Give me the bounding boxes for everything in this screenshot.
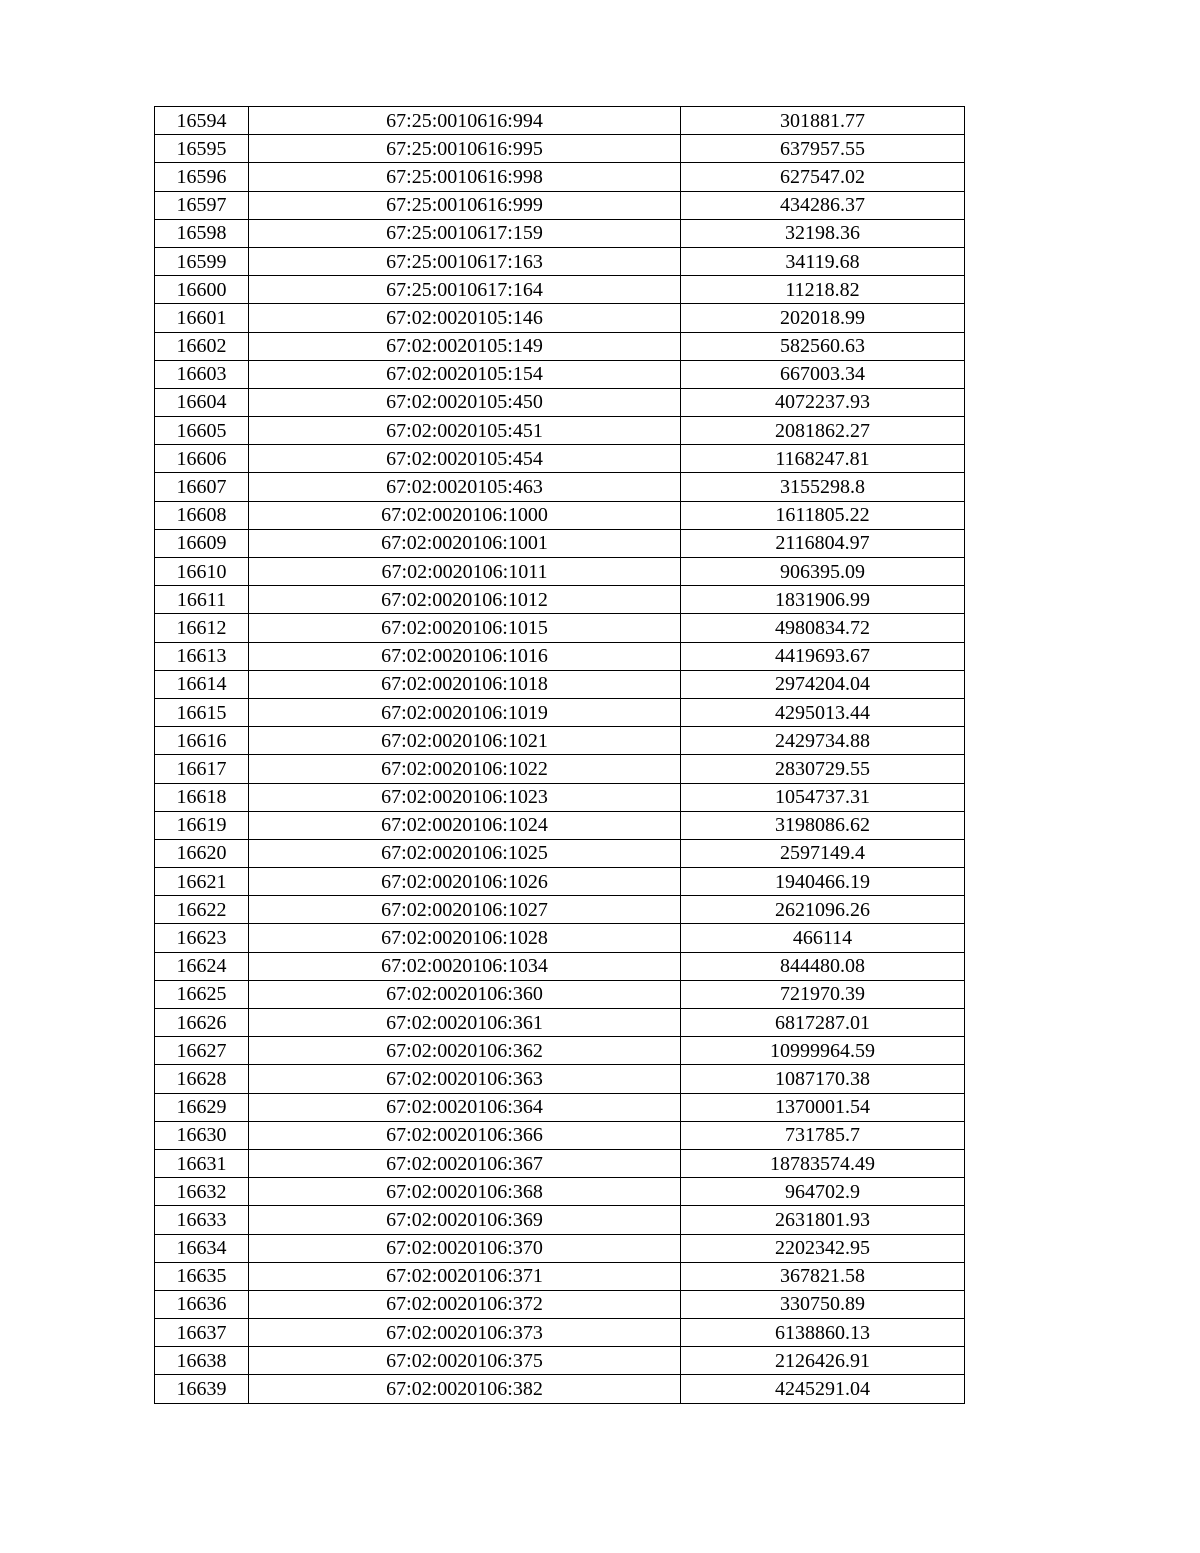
row-number-cell: 16604 bbox=[155, 388, 249, 416]
cadastral-number-cell: 67:02:0020106:1000 bbox=[249, 501, 681, 529]
table-row bbox=[155, 1375, 965, 1403]
data-table bbox=[154, 106, 965, 1404]
cadastral-number-cell: 67:02:0020106:367 bbox=[249, 1149, 681, 1177]
cadastral-number-cell: 67:02:0020106:382 bbox=[249, 1375, 681, 1403]
table-row bbox=[155, 1206, 965, 1234]
table-row bbox=[155, 586, 965, 614]
table-row bbox=[155, 1319, 965, 1347]
cadastral-number-cell: 67:02:0020105:463 bbox=[249, 473, 681, 501]
row-number-cell: 16621 bbox=[155, 868, 249, 896]
table-row bbox=[155, 445, 965, 473]
cadastral-number-cell: 67:02:0020106:1012 bbox=[249, 586, 681, 614]
cadastral-number-cell: 67:02:0020106:361 bbox=[249, 1009, 681, 1037]
cadastral-number-cell: 67:02:0020106:360 bbox=[249, 980, 681, 1008]
table-row bbox=[155, 896, 965, 924]
table-row bbox=[155, 191, 965, 219]
value-cell: 18783574.49 bbox=[681, 1149, 965, 1177]
table-row bbox=[155, 219, 965, 247]
value-cell: 6817287.01 bbox=[681, 1009, 965, 1037]
cadastral-number-cell: 67:02:0020106:372 bbox=[249, 1290, 681, 1318]
row-number-cell: 16622 bbox=[155, 896, 249, 924]
value-cell: 1611805.22 bbox=[681, 501, 965, 529]
row-number-cell: 16607 bbox=[155, 473, 249, 501]
table-row bbox=[155, 755, 965, 783]
row-number-cell: 16600 bbox=[155, 276, 249, 304]
cadastral-number-cell: 67:02:0020106:1024 bbox=[249, 811, 681, 839]
value-cell: 1940466.19 bbox=[681, 868, 965, 896]
value-cell: 2126426.91 bbox=[681, 1347, 965, 1375]
row-number-cell: 16620 bbox=[155, 839, 249, 867]
cadastral-number-cell: 67:02:0020106:371 bbox=[249, 1262, 681, 1290]
cadastral-number-cell: 67:02:0020105:154 bbox=[249, 360, 681, 388]
value-cell: 466114 bbox=[681, 924, 965, 952]
value-cell: 4419693.67 bbox=[681, 642, 965, 670]
table-row bbox=[155, 388, 965, 416]
value-cell: 34119.68 bbox=[681, 247, 965, 275]
value-cell: 4980834.72 bbox=[681, 614, 965, 642]
table-row bbox=[155, 163, 965, 191]
value-cell: 367821.58 bbox=[681, 1262, 965, 1290]
value-cell: 2974204.04 bbox=[681, 670, 965, 698]
row-number-cell: 16608 bbox=[155, 501, 249, 529]
table-row bbox=[155, 698, 965, 726]
row-number-cell: 16624 bbox=[155, 952, 249, 980]
table-row bbox=[155, 501, 965, 529]
cadastral-number-cell: 67:02:0020106:366 bbox=[249, 1121, 681, 1149]
table-row bbox=[155, 332, 965, 360]
value-cell: 582560.63 bbox=[681, 332, 965, 360]
table-row bbox=[155, 1178, 965, 1206]
cadastral-number-cell: 67:02:0020106:370 bbox=[249, 1234, 681, 1262]
row-number-cell: 16594 bbox=[155, 107, 249, 135]
value-cell: 2631801.93 bbox=[681, 1206, 965, 1234]
value-cell: 627547.02 bbox=[681, 163, 965, 191]
value-cell: 1087170.38 bbox=[681, 1065, 965, 1093]
row-number-cell: 16603 bbox=[155, 360, 249, 388]
value-cell: 434286.37 bbox=[681, 191, 965, 219]
table-row bbox=[155, 811, 965, 839]
cadastral-number-cell: 67:02:0020106:1023 bbox=[249, 783, 681, 811]
value-cell: 2081862.27 bbox=[681, 417, 965, 445]
row-number-cell: 16619 bbox=[155, 811, 249, 839]
table-row bbox=[155, 614, 965, 642]
row-number-cell: 16635 bbox=[155, 1262, 249, 1290]
table-body bbox=[155, 107, 965, 1404]
value-cell: 844480.08 bbox=[681, 952, 965, 980]
table-row bbox=[155, 1149, 965, 1177]
table-row bbox=[155, 529, 965, 557]
value-cell: 2830729.55 bbox=[681, 755, 965, 783]
cadastral-number-cell: 67:02:0020106:1026 bbox=[249, 868, 681, 896]
value-cell: 2116804.97 bbox=[681, 529, 965, 557]
cadastral-number-cell: 67:02:0020105:451 bbox=[249, 417, 681, 445]
row-number-cell: 16626 bbox=[155, 1009, 249, 1037]
table-row bbox=[155, 558, 965, 586]
table-row bbox=[155, 1347, 965, 1375]
row-number-cell: 16609 bbox=[155, 529, 249, 557]
row-number-cell: 16605 bbox=[155, 417, 249, 445]
value-cell: 11218.82 bbox=[681, 276, 965, 304]
table-row bbox=[155, 247, 965, 275]
cadastral-number-cell: 67:02:0020106:368 bbox=[249, 1178, 681, 1206]
cadastral-number-cell: 67:25:0010617:159 bbox=[249, 219, 681, 247]
row-number-cell: 16597 bbox=[155, 191, 249, 219]
table-row bbox=[155, 1262, 965, 1290]
cadastral-number-cell: 67:25:0010616:994 bbox=[249, 107, 681, 135]
value-cell: 906395.09 bbox=[681, 558, 965, 586]
row-number-cell: 16614 bbox=[155, 670, 249, 698]
cadastral-number-cell: 67:02:0020106:1028 bbox=[249, 924, 681, 952]
row-number-cell: 16613 bbox=[155, 642, 249, 670]
row-number-cell: 16615 bbox=[155, 698, 249, 726]
cadastral-number-cell: 67:02:0020106:1015 bbox=[249, 614, 681, 642]
cadastral-number-cell: 67:02:0020106:1022 bbox=[249, 755, 681, 783]
value-cell: 301881.77 bbox=[681, 107, 965, 135]
table-row bbox=[155, 839, 965, 867]
row-number-cell: 16598 bbox=[155, 219, 249, 247]
value-cell: 32198.36 bbox=[681, 219, 965, 247]
table-row bbox=[155, 473, 965, 501]
row-number-cell: 16606 bbox=[155, 445, 249, 473]
value-cell: 2597149.4 bbox=[681, 839, 965, 867]
row-number-cell: 16627 bbox=[155, 1037, 249, 1065]
cadastral-number-cell: 67:02:0020106:1016 bbox=[249, 642, 681, 670]
row-number-cell: 16616 bbox=[155, 727, 249, 755]
cadastral-number-cell: 67:02:0020106:363 bbox=[249, 1065, 681, 1093]
row-number-cell: 16617 bbox=[155, 755, 249, 783]
table-row bbox=[155, 1093, 965, 1121]
table-row bbox=[155, 304, 965, 332]
table-row bbox=[155, 1065, 965, 1093]
row-number-cell: 16638 bbox=[155, 1347, 249, 1375]
table-row bbox=[155, 670, 965, 698]
row-number-cell: 16637 bbox=[155, 1319, 249, 1347]
cadastral-number-cell: 67:02:0020106:1011 bbox=[249, 558, 681, 586]
cadastral-number-cell: 67:02:0020105:450 bbox=[249, 388, 681, 416]
row-number-cell: 16628 bbox=[155, 1065, 249, 1093]
value-cell: 4072237.93 bbox=[681, 388, 965, 416]
value-cell: 1370001.54 bbox=[681, 1093, 965, 1121]
row-number-cell: 16631 bbox=[155, 1149, 249, 1177]
row-number-cell: 16636 bbox=[155, 1290, 249, 1318]
row-number-cell: 16595 bbox=[155, 135, 249, 163]
row-number-cell: 16601 bbox=[155, 304, 249, 332]
table-row bbox=[155, 952, 965, 980]
row-number-cell: 16618 bbox=[155, 783, 249, 811]
cadastral-number-cell: 67:02:0020106:364 bbox=[249, 1093, 681, 1121]
table-row bbox=[155, 924, 965, 952]
table-row bbox=[155, 868, 965, 896]
row-number-cell: 16612 bbox=[155, 614, 249, 642]
value-cell: 1168247.81 bbox=[681, 445, 965, 473]
table-row bbox=[155, 642, 965, 670]
table-row bbox=[155, 1290, 965, 1318]
cadastral-number-cell: 67:02:0020106:375 bbox=[249, 1347, 681, 1375]
row-number-cell: 16596 bbox=[155, 163, 249, 191]
row-number-cell: 16629 bbox=[155, 1093, 249, 1121]
value-cell: 1831906.99 bbox=[681, 586, 965, 614]
cadastral-number-cell: 67:25:0010617:164 bbox=[249, 276, 681, 304]
table-row bbox=[155, 135, 965, 163]
row-number-cell: 16639 bbox=[155, 1375, 249, 1403]
value-cell: 964702.9 bbox=[681, 1178, 965, 1206]
row-number-cell: 16599 bbox=[155, 247, 249, 275]
value-cell: 202018.99 bbox=[681, 304, 965, 332]
value-cell: 10999964.59 bbox=[681, 1037, 965, 1065]
table-row bbox=[155, 417, 965, 445]
value-cell: 637957.55 bbox=[681, 135, 965, 163]
table-row bbox=[155, 783, 965, 811]
cadastral-number-cell: 67:02:0020106:369 bbox=[249, 1206, 681, 1234]
cadastral-number-cell: 67:02:0020106:373 bbox=[249, 1319, 681, 1347]
value-cell: 4295013.44 bbox=[681, 698, 965, 726]
cadastral-number-cell: 67:02:0020106:1019 bbox=[249, 698, 681, 726]
table-row bbox=[155, 1037, 965, 1065]
row-number-cell: 16634 bbox=[155, 1234, 249, 1262]
value-cell: 1054737.31 bbox=[681, 783, 965, 811]
value-cell: 4245291.04 bbox=[681, 1375, 965, 1403]
value-cell: 6138860.13 bbox=[681, 1319, 965, 1347]
table-row bbox=[155, 727, 965, 755]
value-cell: 2621096.26 bbox=[681, 896, 965, 924]
value-cell: 330750.89 bbox=[681, 1290, 965, 1318]
row-number-cell: 16611 bbox=[155, 586, 249, 614]
cadastral-number-cell: 67:02:0020106:1021 bbox=[249, 727, 681, 755]
cadastral-number-cell: 67:02:0020105:454 bbox=[249, 445, 681, 473]
table-row bbox=[155, 107, 965, 135]
cadastral-number-cell: 67:02:0020105:149 bbox=[249, 332, 681, 360]
cadastral-number-cell: 67:25:0010616:999 bbox=[249, 191, 681, 219]
table-row bbox=[155, 980, 965, 1008]
value-cell: 2429734.88 bbox=[681, 727, 965, 755]
row-number-cell: 16623 bbox=[155, 924, 249, 952]
table-row bbox=[155, 276, 965, 304]
value-cell: 731785.7 bbox=[681, 1121, 965, 1149]
cadastral-number-cell: 67:02:0020106:1001 bbox=[249, 529, 681, 557]
row-number-cell: 16632 bbox=[155, 1178, 249, 1206]
cadastral-number-cell: 67:02:0020106:1018 bbox=[249, 670, 681, 698]
table-row bbox=[155, 1234, 965, 1262]
cadastral-number-cell: 67:02:0020106:1025 bbox=[249, 839, 681, 867]
cadastral-number-cell: 67:25:0010616:998 bbox=[249, 163, 681, 191]
row-number-cell: 16633 bbox=[155, 1206, 249, 1234]
row-number-cell: 16625 bbox=[155, 980, 249, 1008]
table-row bbox=[155, 360, 965, 388]
value-cell: 3155298.8 bbox=[681, 473, 965, 501]
row-number-cell: 16610 bbox=[155, 558, 249, 586]
row-number-cell: 16630 bbox=[155, 1121, 249, 1149]
cadastral-number-cell: 67:02:0020106:1027 bbox=[249, 896, 681, 924]
row-number-cell: 16602 bbox=[155, 332, 249, 360]
cadastral-number-cell: 67:25:0010617:163 bbox=[249, 247, 681, 275]
value-cell: 3198086.62 bbox=[681, 811, 965, 839]
value-cell: 721970.39 bbox=[681, 980, 965, 1008]
table-row bbox=[155, 1121, 965, 1149]
cadastral-number-cell: 67:02:0020106:1034 bbox=[249, 952, 681, 980]
value-cell: 667003.34 bbox=[681, 360, 965, 388]
value-cell: 2202342.95 bbox=[681, 1234, 965, 1262]
cadastral-number-cell: 67:02:0020106:362 bbox=[249, 1037, 681, 1065]
table-row bbox=[155, 1009, 965, 1037]
cadastral-number-cell: 67:02:0020105:146 bbox=[249, 304, 681, 332]
cadastral-number-cell: 67:25:0010616:995 bbox=[249, 135, 681, 163]
